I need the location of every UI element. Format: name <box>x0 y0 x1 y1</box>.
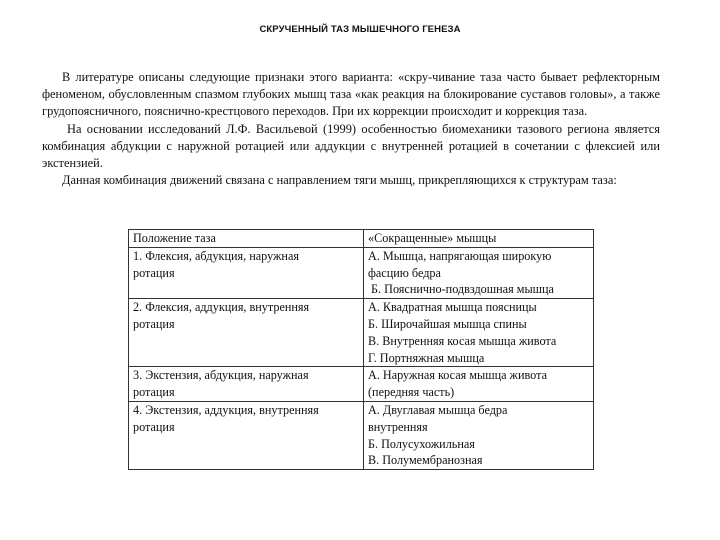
table-header-row <box>129 230 594 248</box>
muscles-cell: А. Двуглавая мышца бедра внутренняя Б. Полусухожильная В. Полумембранозная <box>364 401 594 469</box>
paragraph-1: В литературе описаны следующие признаки этого варианта: «скру-чивание таза часто бывает рефлекторным феноменом, обусловленным спазмом глубоких мышц таза «как реакция на блокирование суставов головы», а также грудопоясничного, пояснично-крестцового переходов. При их коррекции происходит и коррекция таза. <box>42 70 660 119</box>
position-cell: 4. Экстензия, аддукция, внутренняя ротация <box>129 401 364 469</box>
table-row <box>129 299 594 367</box>
page-title: СКРУЧЕННЫЙ ТАЗ МЫШЕЧНОГО ГЕНЕЗА <box>259 24 461 35</box>
table-row <box>129 367 594 402</box>
header-position: Положение таза <box>129 230 364 248</box>
paragraph-2: На основании исследований Л.Ф. Васильевой (1999) особенностью биомеханики тазового региона является комбинация абдукции с наружной ротацией или аддукции с внутренней ротацией в сочетании с флексией или экстензией. <box>42 121 660 171</box>
body-text <box>42 69 660 189</box>
position-cell: 1. Флексия, абдукция, наружная ротация <box>129 247 364 298</box>
paragraph-3: Данная комбинация движений связана с направлением тяги мышц, прикрепляющихся к структурам таза: <box>62 173 617 188</box>
table-row <box>129 401 594 469</box>
header-muscles: «Сокращенные» мышцы <box>364 230 594 248</box>
table-row <box>129 247 594 298</box>
muscles-cell: А. Наружная косая мышца живота (передняя часть) <box>364 367 594 402</box>
muscles-cell: А. Мышца, напрягающая широкую фасцию бедра Б. Пояснично-подвздошная мышца <box>364 247 594 298</box>
muscle-table <box>128 229 594 470</box>
muscles-cell: А. Квадратная мышца поясницы Б. Широчайшая мышца спины В. Внутренняя косая мышца живота Г. Портняжная мышца <box>364 299 594 367</box>
position-cell: 3. Экстензия, абдукция, наружная ротация <box>129 367 364 402</box>
position-cell: 2. Флексия, аддукция, внутренняя ротация <box>129 299 364 367</box>
